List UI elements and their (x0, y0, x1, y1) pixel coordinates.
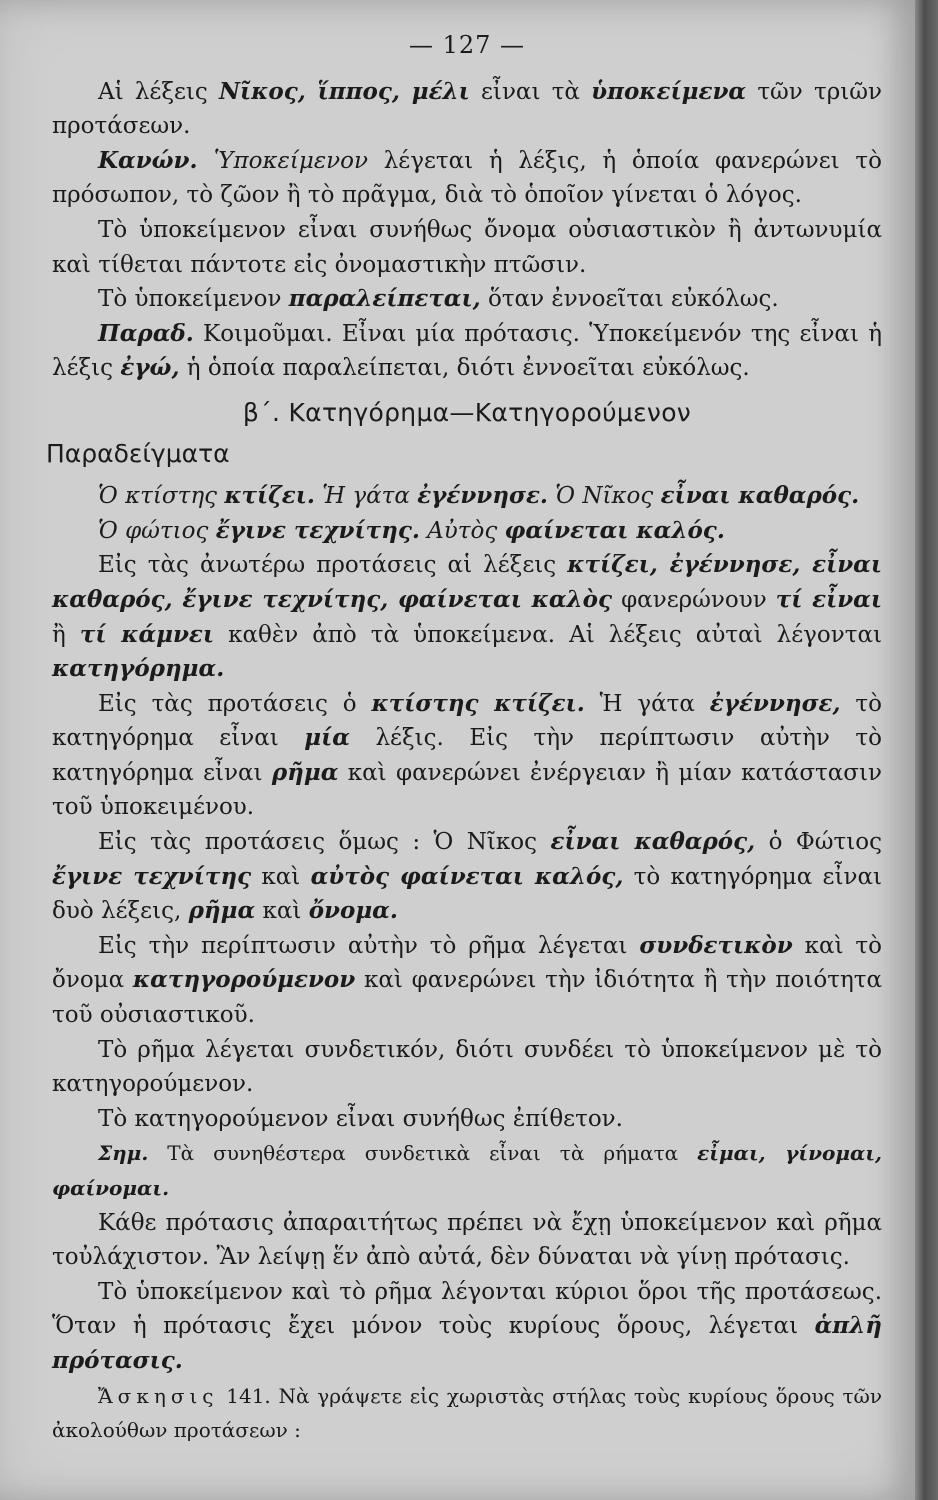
text: τῶν τριῶν προτάσεων. (52, 78, 883, 140)
text: Ὁ φώτιος (98, 517, 216, 544)
emphasis: συνδετικὸν (639, 931, 793, 959)
emphasis: κατηγόρημα. (52, 655, 225, 683)
emphasis: κατηγορούμενον (132, 966, 356, 994)
text: Ὁ Νῖκος (547, 483, 661, 510)
paragraph-main-terms: Κάθε πρότασις ἀπαραιτήτως πρέπει νὰ ἔχῃ ὑποκείμενον καὶ ρῆμα τοὐλάχιστον. Ἂν λείψῃ ἕν ἀπὸ αὐτά, δὲν δύναται νὰ γίνῃ πρότασις. (52, 1209, 882, 1271)
text: καθὲν ἀπὸ τὰ ὑποκείμενα. Αἱ λέξεις αὐταὶ λέγονται (214, 621, 882, 648)
emphasis: κτίστης κτίζει. (371, 689, 585, 717)
paragraph-subject-omitted (52, 282, 882, 317)
emphasis: ἐγώ, (120, 354, 180, 382)
text: λέγεται ἡ λέξις, ἡ ὁποία φανερώνει τὸ πρόσωπον, τὸ ζῶον ἢ τὸ πρᾶγμα, διὰ τὸ ὁποῖον γίνεται ὁ λόγος. (52, 147, 882, 209)
text: Τὰ συνηθέστερα συνδετικὰ εἶναι τὰ ρήματα (148, 1141, 698, 1166)
text: Εἰς τὴν περίπτωσιν αὐτὴν τὸ ρῆμα λέγεται (98, 932, 640, 959)
exercise-label: Ἄσκησις (98, 1383, 219, 1408)
text: τὸ κατηγόρημα εἶναι (52, 690, 882, 752)
text: 141. Νὰ γράψετε εἰς χωριστὰς στήλας τοὺς κυρίους ὅρους τῶν ἀκολούθων προτάσεων : (52, 1383, 882, 1443)
term: Ὑποκείμενον (213, 147, 368, 174)
example-label: Παραδ. (98, 319, 194, 347)
paragraph-verb-copula-reason: Τὸ ρῆμα λέγεται συνδετικόν, διότι συνδέει τὸ ὑποκείμενον μὲ τὸ κατηγορούμενον. (52, 1036, 882, 1098)
emphasis: κτίζει, ἐγέννησε, εἶναι καθαρός, ἔγινε τεχνίτης, φαίνεται καλὸς (52, 551, 882, 613)
text: καὶ (251, 863, 311, 890)
text: ἢ (52, 621, 80, 648)
emphasis: τί κάμνει (79, 620, 215, 648)
page-content (46, 28, 883, 1448)
paragraph-subjects-intro (52, 75, 882, 144)
exercise (52, 1379, 882, 1448)
emphasis: ἔγινε τεχνίτης (52, 862, 252, 890)
emphasis: ρῆμα (188, 897, 256, 925)
text: φανερώνουν (612, 586, 776, 613)
emphasis: παραλείπεται, (288, 285, 481, 313)
text: τὸ κατηγόρημα εἶναι δυὸ λέξεις, (52, 863, 883, 925)
emphasis: φαίνεται καλός. (504, 516, 725, 544)
emphasis: ἐγέννησε, (709, 689, 841, 717)
emphasis: ὄνομα. (308, 897, 398, 925)
note-label: Σημ. (98, 1141, 149, 1166)
note (52, 1136, 882, 1205)
emphasis: αὐτὸς φαίνεται καλός, (310, 862, 624, 890)
text: λέξις. Εἰς τὴν περίπτωσιν αὐτὴν τὸ κατηγόρημα εἶναι (52, 725, 882, 786)
text: ὁ Φώτιος (755, 829, 882, 856)
text: καὶ (255, 898, 309, 925)
paragraph-example-koimoumai (52, 317, 882, 386)
text: Κοιμοῦμαι. Εἶναι μία πρότασις. Ὑποκείμενόν της εἶναι ἡ λέξις (52, 320, 882, 382)
emphasis: ὑποκείμενα (591, 77, 747, 105)
text: εἶναι τὰ (469, 78, 592, 105)
text: Τὸ ὑποκείμενον (98, 286, 289, 313)
text: Ὁ κτίστης (98, 483, 225, 510)
emphasis: μία (304, 724, 350, 752)
paragraph-copula (52, 929, 882, 1033)
emphasis: ἐγέννησε. (417, 482, 548, 510)
paragraph-predicate-two-words (52, 825, 882, 929)
paragraph-predicate-definition (52, 548, 882, 686)
book-edge (915, 0, 938, 1500)
emphasis: εἶναι καθαρός. (660, 482, 860, 510)
paragraph-rule-subject (52, 144, 882, 213)
text: Αὐτὸς (419, 517, 505, 544)
paragraph-predicate-verb (52, 687, 882, 825)
emphasis: Νῖκος, ἵππος, μέλι (219, 77, 470, 105)
section-title: β΄. Κατηγόρημα—Κατηγορούμενον (242, 397, 692, 427)
emphasis: ἔγινε τεχνίτης. (215, 516, 420, 544)
paragraph-predicate-adjective: Τὸ κατηγορούμενον εἶναι συνήθως ἐπίθετον. (98, 1105, 623, 1132)
text: Εἰς τὰς προτάσεις ὅμως : Ὁ Νῖκος (98, 829, 551, 856)
paragraph-subject-nominative: Τὸ ὑποκείμενον εἶναι συνήθως ὄνομα οὐσιαστικὸν ἢ ἀντωνυμία καὶ τίθεται πάντοτε εἰς ὀνομαστικὴν πτῶσιν. (52, 216, 882, 278)
text: Τὸ ὑποκείμενον καὶ τὸ ρῆμα λέγονται κύριοι ὅροι τῆς προτάσεως. Ὅταν ἡ πρότασις ἔχει μόνον τοὺς κυρίους ὅρους, λέγεται (52, 1278, 882, 1340)
text: ἡ ὁποία παραλείπεται, διότι ἐννοεῖται εὐκόλως. (179, 355, 750, 382)
text: Εἰς τὰς ἀνωτέρω προτάσεις αἱ λέξεις (98, 552, 568, 579)
page-number: — 127 — (408, 31, 526, 59)
text: Ἡ γάτα (584, 690, 710, 717)
text: καὶ τὸ ὄνομα (52, 932, 883, 994)
text: Εἰς τὰς προτάσεις ὁ (98, 690, 372, 717)
emphasis: ρῆμα (271, 758, 339, 786)
text: Ἡ γάτα (314, 483, 418, 510)
paragraph-simple-sentence (52, 1275, 882, 1379)
emphasis: τί εἶναι (775, 585, 882, 613)
text: καὶ φανερώνει ἐνέργειαν ἢ μίαν κατάστασιν τοῦ ὑποκειμένου. (52, 759, 882, 821)
text: Αἱ λέξεις (98, 78, 220, 105)
text: καὶ φανερώνει τὴν ἰδιότητα ἢ τὴν ποιότητα τοῦ οὐσιαστικοῦ. (52, 967, 882, 1029)
text: ὅταν ἐννοεῖται εὐκόλως. (480, 286, 779, 313)
rule-label: Κανών. (98, 146, 214, 174)
emphasis: εἶμαι, γίνομαι, φαίνομαι. (52, 1141, 882, 1200)
emphasis: εἶναι καθαρός, (550, 828, 756, 856)
example-line-2 (52, 514, 882, 549)
examples-heading: Παραδείγματα (46, 438, 230, 468)
example-line-1 (52, 479, 882, 514)
emphasis: ἁπλῆ πρότασις. (52, 1312, 882, 1374)
emphasis: κτίζει. (224, 482, 315, 510)
